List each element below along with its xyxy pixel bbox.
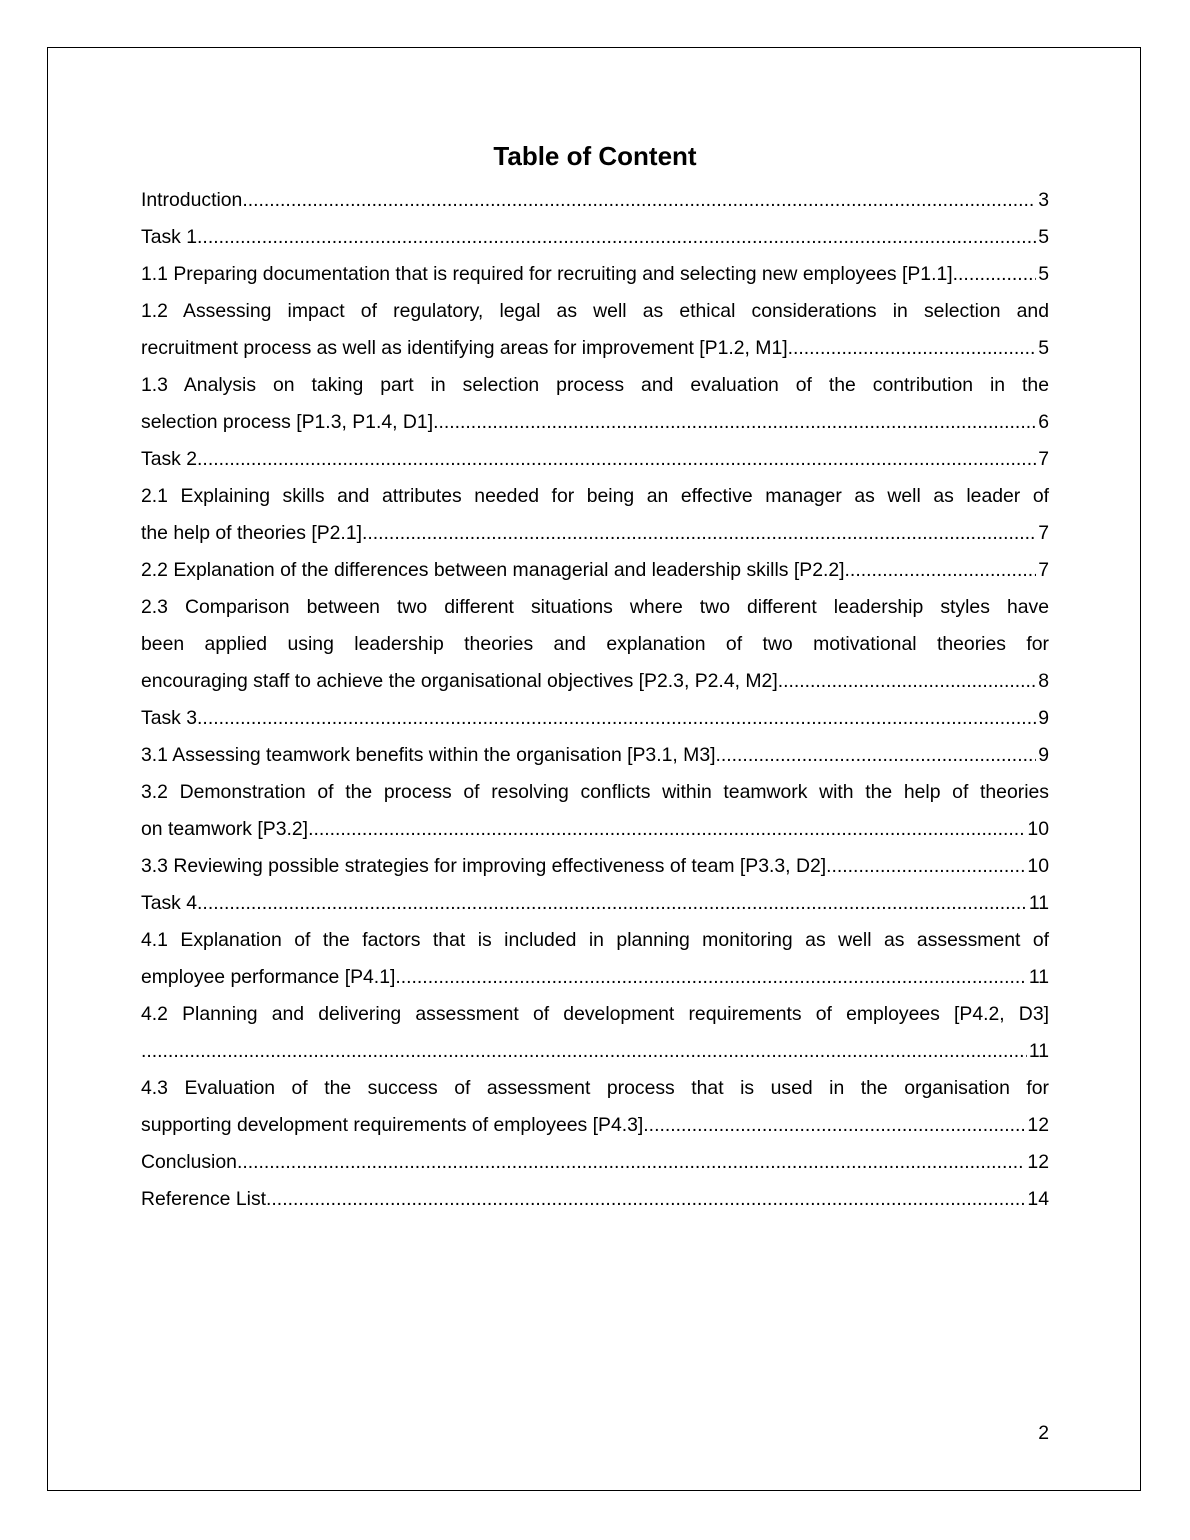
toc-page-number: 11 xyxy=(1028,1040,1049,1062)
toc-entry-text: 3.3 Reviewing possible strategies for improving effectiveness of team [P3.3, D2] xyxy=(141,855,827,877)
toc-list xyxy=(141,182,1049,1218)
toc-entry[interactable] xyxy=(141,848,1049,885)
toc-dot-leader xyxy=(433,404,1036,441)
toc-dot-leader xyxy=(716,737,1037,774)
toc-entry[interactable] xyxy=(141,774,1049,848)
toc-dot-leader xyxy=(778,663,1037,700)
toc-entry[interactable] xyxy=(141,996,1049,1070)
toc-entry-text: Reference List xyxy=(141,1188,267,1210)
toc-dot-leader xyxy=(242,182,1036,219)
toc-entry-text: employee performance [P4.1] xyxy=(141,966,396,988)
toc-entry-text: Task 1 xyxy=(141,226,198,248)
toc-page-number: 3 xyxy=(1038,189,1049,211)
toc-entry-text: 4.1 Explanation of the factors that is included in planning monitoring as well as assessment of xyxy=(141,929,1049,951)
toc-entry-text: on teamwork [P3.2] xyxy=(141,818,309,840)
toc-entry[interactable] xyxy=(141,182,1049,219)
toc-page-number: 6 xyxy=(1038,411,1049,433)
toc-entry-text: selection process [P1.3, P1.4, D1] xyxy=(141,411,434,433)
toc-entry[interactable] xyxy=(141,922,1049,996)
toc-entry[interactable] xyxy=(141,367,1049,441)
toc-page-number: 7 xyxy=(1038,559,1049,581)
toc-dot-leader xyxy=(197,885,1027,922)
toc-entry-text: 4.2 Planning and delivering assessment of development requirements of employees [P4.2, D3] xyxy=(141,1003,1049,1025)
toc-entry-text: 1.2 Assessing impact of regulatory, legal as well as ethical considerations in selection and xyxy=(141,300,1049,322)
toc-page-number: 9 xyxy=(1038,707,1049,729)
toc-dot-leader xyxy=(237,1144,1025,1181)
toc-entry[interactable] xyxy=(141,552,1049,589)
toc-entry[interactable] xyxy=(141,885,1049,922)
toc-entry-text: 1.3 Analysis on taking part in selection process and evaluation of the contribution in the xyxy=(141,374,1049,396)
toc-dot-leader xyxy=(197,441,1036,478)
toc-entry[interactable] xyxy=(141,1070,1049,1144)
toc-entry-text: recruitment process as well as identifying areas for improvement [P1.2, M1] xyxy=(141,337,788,359)
toc-page-number: 8 xyxy=(1038,670,1049,692)
toc-entry[interactable] xyxy=(141,478,1049,552)
toc-entry-text: Task 4 xyxy=(141,892,198,914)
toc-page-number: 5 xyxy=(1038,263,1049,285)
toc-dot-leader xyxy=(845,552,1037,589)
toc-dot-leader xyxy=(643,1107,1025,1144)
toc-page-number: 11 xyxy=(1028,892,1049,914)
toc-dot-leader xyxy=(362,515,1036,552)
toc-entry-text: Introduction xyxy=(141,189,243,211)
toc-page-number: 5 xyxy=(1038,226,1049,248)
toc-page-number: 14 xyxy=(1027,1188,1049,1210)
toc-page-number: 7 xyxy=(1038,448,1049,470)
toc-title: Table of Content xyxy=(493,141,697,171)
toc-entry-text: Task 2 xyxy=(141,448,198,470)
toc-entry-text: 4.3 Evaluation of the success of assessment process that is used in the organisation for xyxy=(141,1077,1049,1099)
toc-page-number: 9 xyxy=(1038,744,1049,766)
toc-entry-text: 1.1 Preparing documentation that is required for recruiting and selecting new employees [P1.1] xyxy=(141,263,953,285)
toc-entry[interactable] xyxy=(141,1144,1049,1181)
toc-dot-leader xyxy=(141,1033,1027,1070)
toc-dot-leader xyxy=(826,848,1025,885)
toc-entry[interactable] xyxy=(141,256,1049,293)
toc-entry[interactable] xyxy=(141,441,1049,478)
toc-page-number: 12 xyxy=(1027,1114,1049,1136)
toc-dot-leader xyxy=(266,1181,1025,1218)
toc-entry-text: encouraging staff to achieve the organisational objectives [P2.3, P2.4, M2] xyxy=(141,670,778,692)
toc-entry-text: Conclusion xyxy=(141,1151,237,1173)
toc-entry-text: 3.1 Assessing teamwork benefits within the organisation [P3.1, M3] xyxy=(141,744,716,766)
toc-entry[interactable] xyxy=(141,589,1049,700)
toc-page-number: 10 xyxy=(1027,818,1049,840)
toc-page-number: 11 xyxy=(1028,966,1049,988)
toc-entry-text: 2.2 Explanation of the differences between managerial and leadership skills [P2.2] xyxy=(141,559,845,581)
toc-entry-text: 2.3 Comparison between two different situations where two different leadership styles have xyxy=(141,596,1049,618)
toc-dot-leader xyxy=(395,959,1026,996)
toc-entry-text: 3.2 Demonstration of the process of resolving conflicts within teamwork with the help of theories xyxy=(141,781,1049,803)
toc-entry[interactable] xyxy=(141,737,1049,774)
toc-page-number: 12 xyxy=(1027,1151,1049,1173)
toc-entry[interactable] xyxy=(141,293,1049,367)
page-number: 2 xyxy=(1038,1422,1049,1444)
toc-page-number: 7 xyxy=(1038,522,1049,544)
toc-entry-text: the help of theories [P2.1] xyxy=(141,522,362,544)
toc-entry-text: Task 3 xyxy=(141,707,198,729)
toc-entry-text: 2.1 Explaining skills and attributes needed for being an effective manager as well as leader of xyxy=(141,485,1049,507)
toc-dot-leader xyxy=(953,256,1037,293)
toc-entry[interactable] xyxy=(141,1181,1049,1218)
toc-entry-text: been applied using leadership theories and explanation of two motivational theories for xyxy=(141,633,1049,655)
toc-dot-leader xyxy=(788,330,1037,367)
toc-dot-leader xyxy=(197,700,1036,737)
toc-page-number: 10 xyxy=(1027,855,1049,877)
toc-dot-leader xyxy=(308,811,1025,848)
toc-dot-leader xyxy=(197,219,1036,256)
toc-page-number: 5 xyxy=(1038,337,1049,359)
toc-entry[interactable] xyxy=(141,700,1049,737)
toc-entry-text: supporting development requirements of employees [P4.3] xyxy=(141,1114,644,1136)
toc-entry[interactable] xyxy=(141,219,1049,256)
